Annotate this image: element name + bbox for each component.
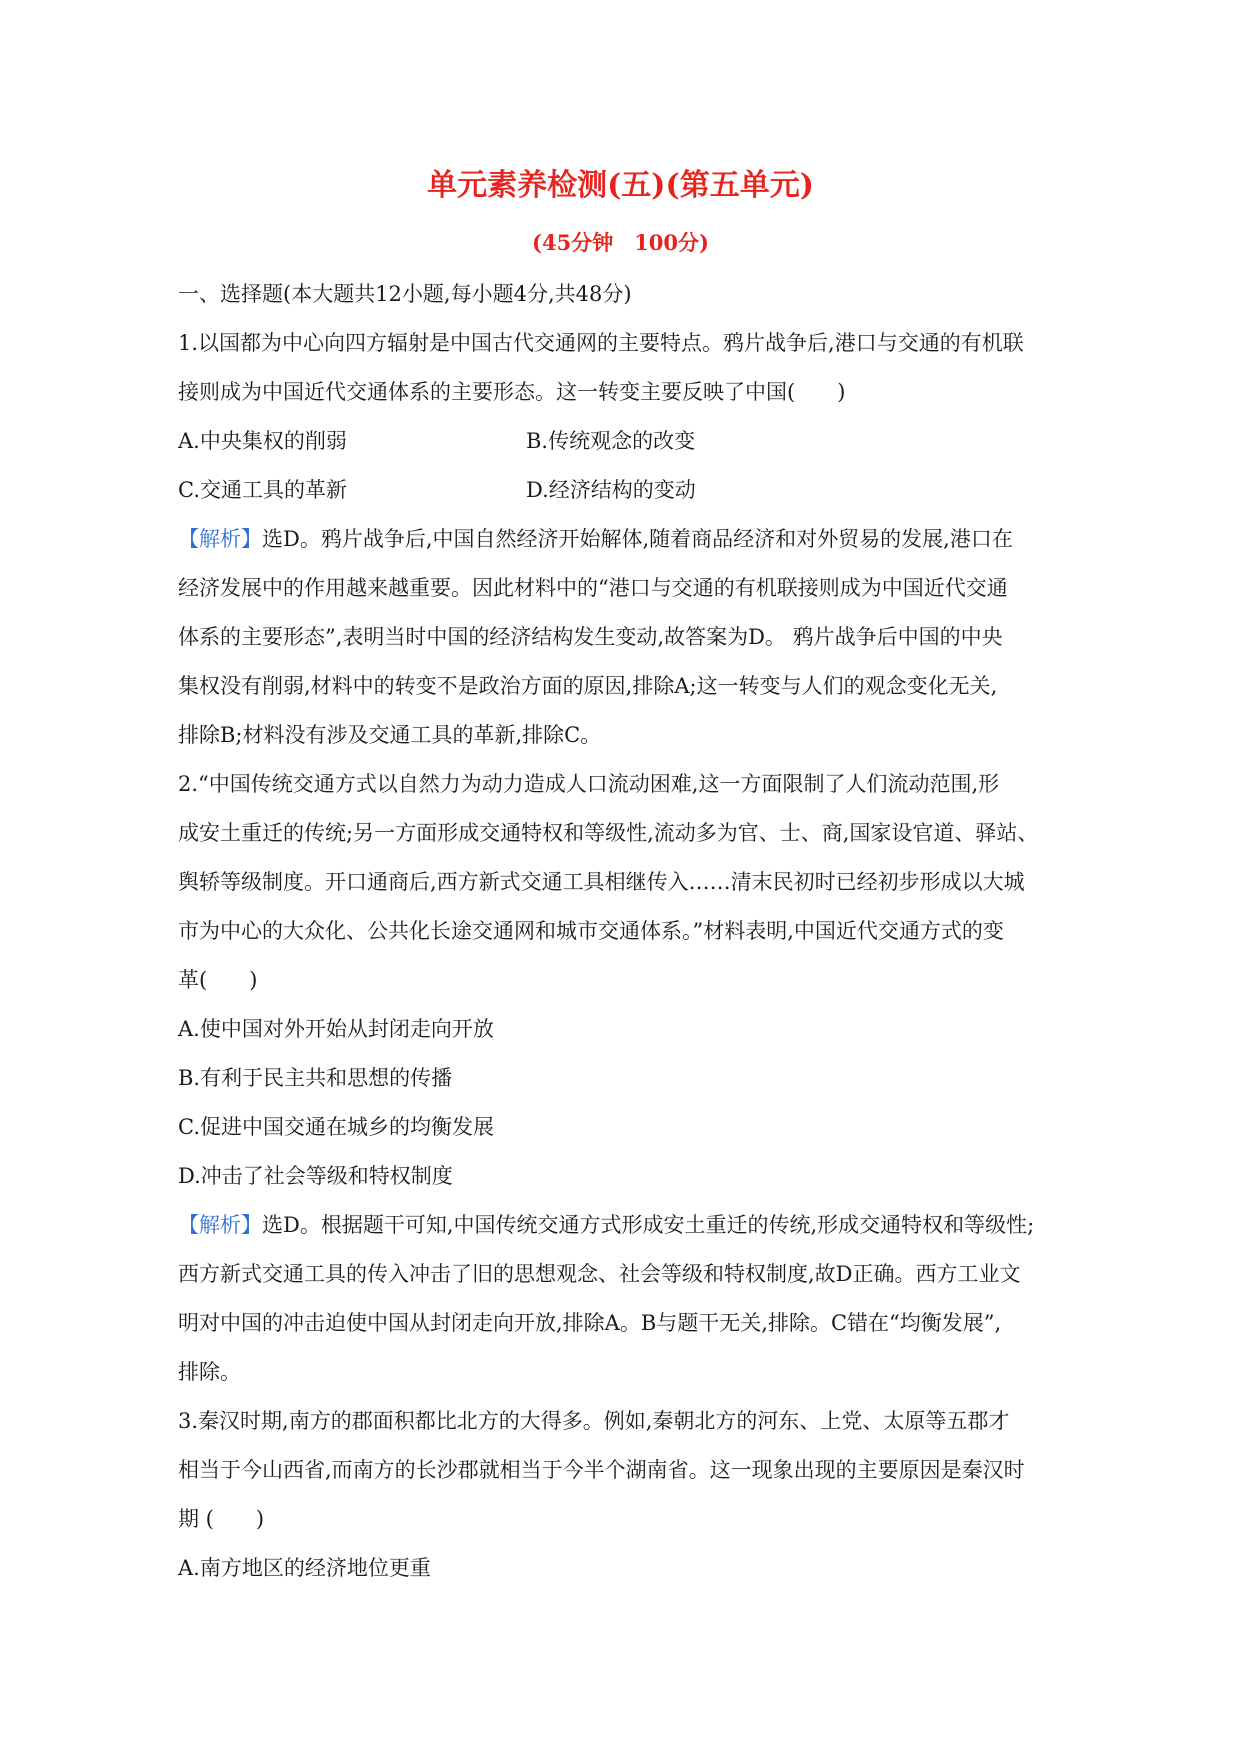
section-heading: 一、选择题(本大题共12小题,每小题4分,共48分) <box>178 282 632 306</box>
question-stem-line: 市为中心的大众化、公共化长途交通网和城市交通体系。”材料表明,中国近代交通方式的变 <box>178 919 1004 943</box>
option-d: D.冲击了社会等级和特权制度 <box>178 1164 453 1188</box>
question-1 <box>178 319 1068 760</box>
option-d: D.经济结构的变动 <box>526 478 696 502</box>
analysis-line: 排除。 <box>178 1360 241 1384</box>
question-stem-line: 3.秦汉时期,南方的郡面积都比北方的大得多。例如,秦朝北方的河东、上党、太原等五郡才 <box>178 1409 1010 1433</box>
analysis-tag: 【解析】 <box>178 1213 262 1237</box>
question-3 <box>178 1397 1068 1593</box>
question-stem-line: 2.“中国传统交通方式以自然力为动力造成人口流动困难,这一方面限制了人们流动范围,形 <box>178 772 1000 796</box>
question-2 <box>178 760 1068 1397</box>
analysis-line: 明对中国的冲击迫使中国从封闭走向开放,排除A。B与题干无关,排除。C错在“均衡发展”, <box>178 1311 1002 1335</box>
question-stem-line: 成安土重迁的传统;另一方面形成交通特权和等级性,流动多为官、士、商,国家设官道、驿站、 <box>178 821 1039 845</box>
option-a: A.中央集权的削弱 <box>178 429 347 453</box>
analysis-tag: 【解析】 <box>178 527 262 551</box>
option-row <box>178 466 1068 515</box>
analysis-line: 集权没有削弱,材料中的转变不是政治方面的原因,排除A;这一转变与人们的观念变化无关, <box>178 674 998 698</box>
analysis-line <box>178 1201 1068 1250</box>
page-subtitle: (45分钟 100分) <box>532 230 709 255</box>
analysis-text: 选D。根据题干可知,中国传统交通方式形成安土重迁的传统,形成交通特权和等级性; <box>262 1213 1035 1237</box>
analysis-line <box>178 515 1068 564</box>
option-c: C.交通工具的革新 <box>178 478 347 502</box>
option-c: C.促进中国交通在城乡的均衡发展 <box>178 1115 494 1139</box>
question-stem-line: 1.以国都为中心向四方辐射是中国古代交通网的主要特点。鸦片战争后,港口与交通的有机联 <box>178 331 1024 355</box>
analysis-text: 选D。鸦片战争后,中国自然经济开始解体,随着商品经济和对外贸易的发展,港口在 <box>262 527 1013 551</box>
analysis-line: 经济发展中的作用越来越重要。因此材料中的“港口与交通的有机联接则成为中国近代交通 <box>178 576 1008 600</box>
option-b: B.有利于民主共和思想的传播 <box>178 1066 453 1090</box>
analysis-line: 西方新式交通工具的传入冲击了旧的思想观念、社会等级和特权制度,故D正确。西方工业文 <box>178 1262 1021 1286</box>
analysis-line: 体系的主要形态”,表明当时中国的经济结构发生变动,故答案为D。 鸦片战争后中国的中央 <box>178 625 1003 649</box>
page-title: 单元素养检测(五)(第五单元) <box>427 168 814 203</box>
question-stem-line: 舆轿等级制度。开口通商后,西方新式交通工具相继传入……清末民初时已经初步形成以大城 <box>178 870 1025 894</box>
option-row <box>178 417 1068 466</box>
option-b: B.传统观念的改变 <box>526 429 696 453</box>
question-stem-line: 革( ) <box>178 968 258 992</box>
option-a: A.使中国对外开始从封闭走向开放 <box>178 1017 494 1041</box>
question-stem-line: 期 ( ) <box>178 1507 265 1531</box>
option-a: A.南方地区的经济地位更重 <box>178 1556 431 1580</box>
analysis-line: 排除B;材料没有涉及交通工具的革新,排除C。 <box>178 723 602 747</box>
question-stem-line: 接则成为中国近代交通体系的主要形态。这一转变主要反映了中国( ) <box>178 380 846 404</box>
document-body <box>178 270 1068 1593</box>
question-stem-line: 相当于今山西省,而南方的长沙郡就相当于今半个湖南省。这一现象出现的主要原因是秦汉时 <box>178 1458 1025 1482</box>
